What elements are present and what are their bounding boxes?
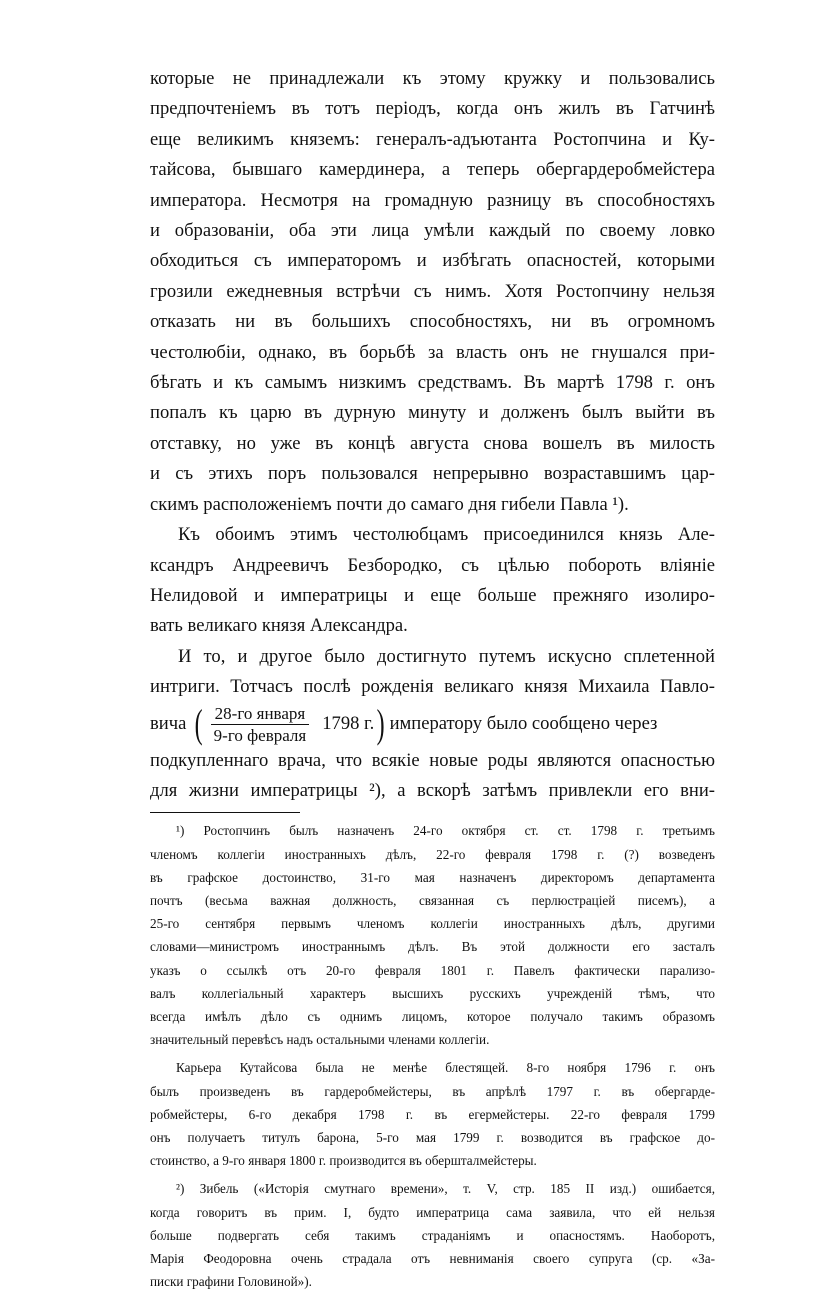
- text-line: бѣгать и къ самымъ низкимъ средствамъ. Въ мартѣ 1798 г. онъ: [150, 372, 715, 394]
- footnote-line: былъ произведенъ въ гардеробмейстеры, въ апрѣлѣ 1797 г. въ обергарде-: [150, 1083, 715, 1099]
- book-page: [150, 64, 715, 1293]
- footnote-line: 25-го сентября первымъ членомъ коллегiи иностранныхъ дѣлъ, другими: [150, 916, 715, 932]
- footnote-line: валъ коллегiальный характеръ высшихъ русскихъ учрежденiй тѣмъ, что: [150, 985, 715, 1001]
- footnote-line: стоинство, а 9-го января 1800 г. производится въ обершталмейстеры.: [150, 1153, 537, 1169]
- footnote-line: ¹) Ростопчинъ былъ назначенъ 24-го октября ст. ст. 1798 г. третьимъ: [176, 823, 715, 839]
- text-line: и образованiи, оба эти лица умѣли каждый по своему ловко: [150, 220, 715, 242]
- footnote-line: когда говоритъ въ прим. I, будто императрица сама заявила, что ей нельзя: [150, 1204, 715, 1220]
- footnote-line: больше подвергать себя такимъ страданiямъ и опасностямъ. Наоборотъ,: [150, 1227, 715, 1243]
- text-line: честолюбiи, однако, въ борьбѣ за власть онъ не гнушался при-: [150, 341, 715, 363]
- footnote-divider: [150, 812, 300, 813]
- paragraph-2: [150, 520, 715, 642]
- date-fraction: [210, 703, 311, 746]
- text-line: ксандръ Андреевичъ Безбородко, съ цѣлью побороть влiянiе: [150, 554, 715, 576]
- footnote-1-continuation: [150, 1056, 715, 1172]
- text-line: попалъ къ царю въ дурную минуту и долженъ былъ выйти въ: [150, 402, 715, 424]
- footnote-line: словами—министромъ иностраннымъ дѣлъ. Въ этой должности его засталъ: [150, 939, 715, 955]
- text-line: еще великимъ княземъ: генералъ-адъютанта Ростопчина и Ку-: [150, 128, 715, 150]
- text-line: скимъ расположенiемъ почти до самаго дня гибели Павла ¹).: [150, 493, 629, 515]
- footnote-line: почтъ (весьма важная должность, связанная съ перлюстрацiей писемъ), а: [150, 892, 715, 908]
- footnote-1: [150, 819, 715, 1051]
- text-line: для жизни императрицы ²), а вскорѣ затѣмъ привлекли его вни-: [150, 779, 715, 801]
- footnotes: [150, 819, 715, 1293]
- fraction-after: императору было сообщено через: [389, 713, 658, 735]
- date-fraction-line: [150, 703, 715, 746]
- footnote-line: значительный перевѣсъ надъ остальными членами коллегiи.: [150, 1032, 490, 1048]
- footnote-line: писки графини Головиной»).: [150, 1274, 312, 1290]
- text-line: интриги. Тотчасъ послѣ рожденiя великаго князя Михаила Павло-: [150, 676, 715, 698]
- main-text: [150, 64, 715, 806]
- footnote-line: онъ получаетъ титулъ барона, 5-го мая 1799 г. возводится въ графское до-: [150, 1129, 715, 1145]
- footnote-line: Карьера Кутайсова была не менѣе блестящей. 8-го ноября 1796 г. онъ: [176, 1060, 715, 1076]
- fraction-numerator: 28-го января: [211, 703, 310, 725]
- text-line: И то, и другое было достигнуто путемъ искусно сплетенной: [178, 645, 715, 667]
- text-line: Къ обоимъ этимъ честолюбцамъ присоединился князь Але-: [178, 524, 715, 546]
- text-line: вать великаго князя Александра.: [150, 615, 408, 637]
- footnote-line: въ графское достоинство, 31-го мая назначенъ директоромъ департамента: [150, 869, 715, 885]
- text-line: предпочтенiемъ въ тотъ перiодъ, когда онъ жилъ въ Гатчинѣ: [150, 98, 715, 120]
- paragraph-1: [150, 64, 715, 520]
- text-line: Нелидовой и императрицы и еще больше прежняго изолиро-: [150, 584, 715, 606]
- fraction-year: 1798 г.: [322, 713, 375, 735]
- text-line: и съ этихъ поръ пользовался непрерывно возраставшимъ цар-: [150, 463, 715, 485]
- close-paren: ): [376, 701, 385, 747]
- footnote-line: Марiя Феодоровна очень страдала отъ невниманiя своего супруга (ср. «За-: [150, 1251, 715, 1266]
- fraction-before: вича: [150, 713, 187, 735]
- paragraph-3: [150, 642, 715, 807]
- footnote-line: ²) Зибель («Исторiя смутнаго времени», т. V, стр. 185 II изд.) ошибается,: [176, 1181, 715, 1197]
- open-paren: (: [195, 701, 204, 747]
- footnote-line: всегда имѣлъ дѣло съ однимъ лицомъ, которое получало такимъ образомъ: [150, 1008, 715, 1024]
- footnote-line: членомъ коллегiи иностранныхъ дѣлъ, 22-го февраля 1798 г. (?) возведенъ: [150, 846, 715, 862]
- footnote-2: [150, 1177, 715, 1293]
- text-line: императора. Несмотря на громадную разницу въ способностяхъ: [150, 189, 715, 211]
- text-line: обходиться съ императоромъ и избѣгать опасностей, которыми: [150, 250, 715, 272]
- text-line: отставку, но уже въ концѣ августа снова вошелъ въ милость: [150, 432, 715, 454]
- text-line: подкупленнаго врача, что всякiе новые роды являются опасностью: [150, 749, 715, 771]
- footnote-line: робмейстеры, 6-го декабря 1798 г. въ егермейстеры. 22-го февраля 1799: [150, 1106, 715, 1122]
- text-line: отказать ни въ большихъ способностяхъ, ни въ огромномъ: [150, 311, 715, 333]
- text-line: которые не принадлежали къ этому кружку и пользовались: [150, 68, 715, 89]
- text-line: грозили ежедневныя встрѣчи съ нимъ. Хотя Ростопчину нельзя: [150, 280, 715, 302]
- text-line: тайсова, бывшаго камердинера, а теперь обергардеробмейстера: [150, 159, 715, 181]
- footnote-line: указъ о ссылкѣ отъ 20-го февраля 1801 г. Павелъ фактически парализо-: [150, 962, 715, 978]
- fraction-denominator: 9-го февраля: [213, 725, 307, 745]
